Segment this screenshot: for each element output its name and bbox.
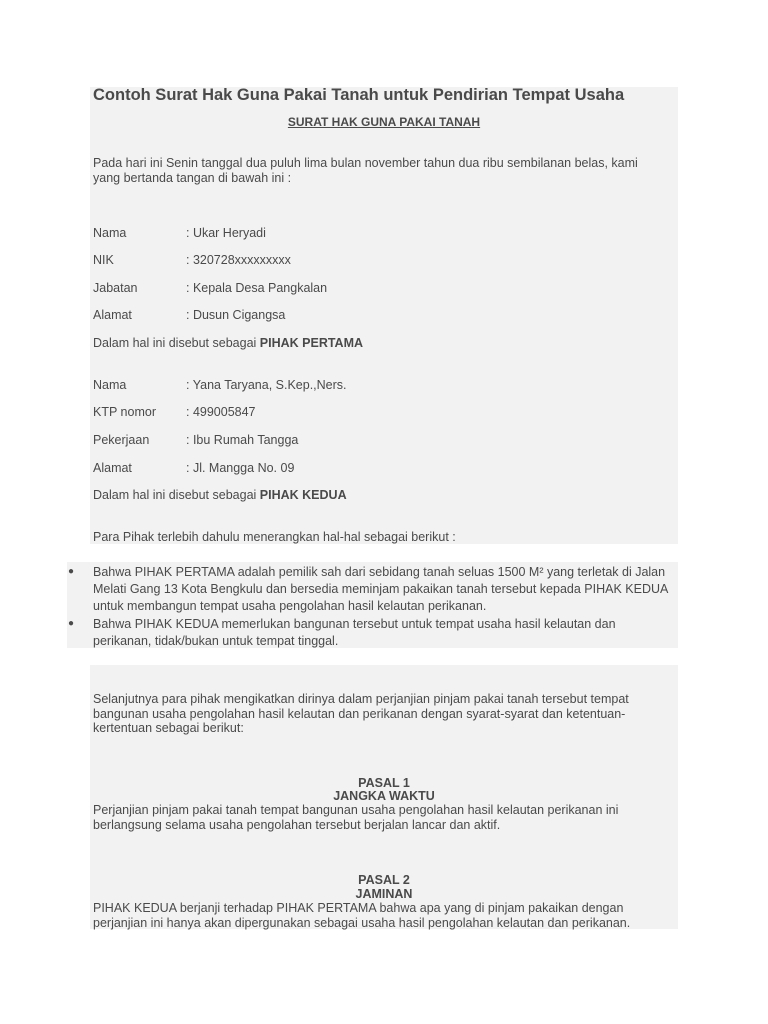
designation-prefix: Dalam hal ini disebut sebagai bbox=[93, 336, 260, 350]
field-label: NIK bbox=[93, 253, 114, 267]
pasal2-text: PIHAK KEDUA berjanji terhadap PIHAK PERTAMA bahwa apa yang di pinjam pakaikan dengan perjanjian ini hanya akan dipergunakan sebagai usaha hasil pengolahan kelautan dan perikanan. bbox=[93, 901, 631, 930]
field-label: Jabatan bbox=[93, 281, 138, 295]
page-title: Contoh Surat Hak Guna Pakai Tanah untuk Pendirian Tempat Usaha bbox=[93, 86, 625, 104]
field-value: : Yana Taryana, S.Kep.,Ners. bbox=[186, 378, 347, 392]
intro-paragraph: Pada hari ini Senin tanggal dua puluh lima bulan november tahun dua ribu sembilanan belas, kami yang bertanda tangan di bawah ini : bbox=[93, 156, 638, 185]
field-label: KTP nomor bbox=[93, 405, 156, 419]
party1-row-alamat bbox=[0, 308, 768, 323]
party2-row-name bbox=[0, 378, 768, 393]
party2-row-pekerjaan bbox=[0, 433, 768, 448]
party1-row-nik bbox=[0, 253, 768, 268]
pasal1-number: PASAL 1 bbox=[358, 776, 410, 790]
statement-intro: Para Pihak terlebih dahulu menerangkan hal-hal sebagai berikut : bbox=[93, 530, 456, 544]
field-value: : Jl. Mangga No. 09 bbox=[186, 461, 295, 475]
agreement-intro: Selanjutnya para pihak mengikatkan dirinya dalam perjanjian pinjam pakai tanah tersebut tempat bangunan usaha pengolahan hasil kelautan dan perikanan dengan syarat-syarat dan ketentuan-kertentuan sebagai berikut: bbox=[93, 692, 629, 735]
party1-row-jabatan bbox=[0, 281, 768, 296]
field-label: Alamat bbox=[93, 308, 132, 322]
field-value: : Dusun Cigangsa bbox=[186, 308, 286, 322]
bullet-item-1: Bahwa PIHAK PERTAMA adalah pemilik sah dari sebidang tanah seluas 1500 M² yang terletak di Jalan Melati Gang 13 Kota Bengkulu dan bersedia meminjam pakaikan tanah tersebut kepada PIHAK KEDUA untuk membangun tempat usaha pengolahan hasil kelautan perikanan. bbox=[93, 565, 668, 613]
field-value: : Ukar Heryadi bbox=[186, 226, 266, 240]
field-label: Pekerjaan bbox=[93, 433, 150, 447]
party2-designation bbox=[93, 488, 347, 502]
field-value: : 499005847 bbox=[186, 405, 256, 419]
pasal2-number: PASAL 2 bbox=[358, 873, 410, 887]
pasal1-heading: JANGKA WAKTU bbox=[333, 789, 435, 803]
party2-row-alamat bbox=[0, 461, 768, 476]
field-label: Nama bbox=[93, 378, 127, 392]
pasal1-text: Perjanjian pinjam pakai tanah tempat bangunan usaha pengolahan hasil kelautan perikanan ini berlangsung selama usaha pengolahan tersebut berjalan lancar dan aktif. bbox=[93, 803, 619, 832]
bullet-icon: ● bbox=[68, 566, 75, 577]
field-label: Nama bbox=[93, 226, 127, 240]
field-value: : Ibu Rumah Tangga bbox=[186, 433, 299, 447]
letter-title: SURAT HAK GUNA PAKAI TANAH bbox=[287, 115, 481, 129]
pasal2-heading: JAMINAN bbox=[355, 887, 413, 901]
designation-party1: PIHAK PERTAMA bbox=[259, 336, 364, 350]
field-label: Alamat bbox=[93, 461, 132, 475]
designation-prefix: Dalam hal ini disebut sebagai bbox=[93, 488, 260, 502]
party2-row-ktp bbox=[0, 405, 768, 420]
designation-party2: PIHAK KEDUA bbox=[259, 488, 347, 502]
party1-designation bbox=[93, 336, 363, 350]
bullet-item-2: Bahwa PIHAK KEDUA memerlukan bangunan tersebut untuk tempat usaha hasil kelautan dan perikanan, tidak/bukan untuk tempat tinggal. bbox=[93, 617, 616, 648]
bullet-icon: ● bbox=[68, 618, 75, 629]
party1-row-name bbox=[0, 226, 768, 241]
field-value: : 320728xxxxxxxxx bbox=[186, 253, 291, 267]
field-value: : Kepala Desa Pangkalan bbox=[186, 281, 328, 295]
